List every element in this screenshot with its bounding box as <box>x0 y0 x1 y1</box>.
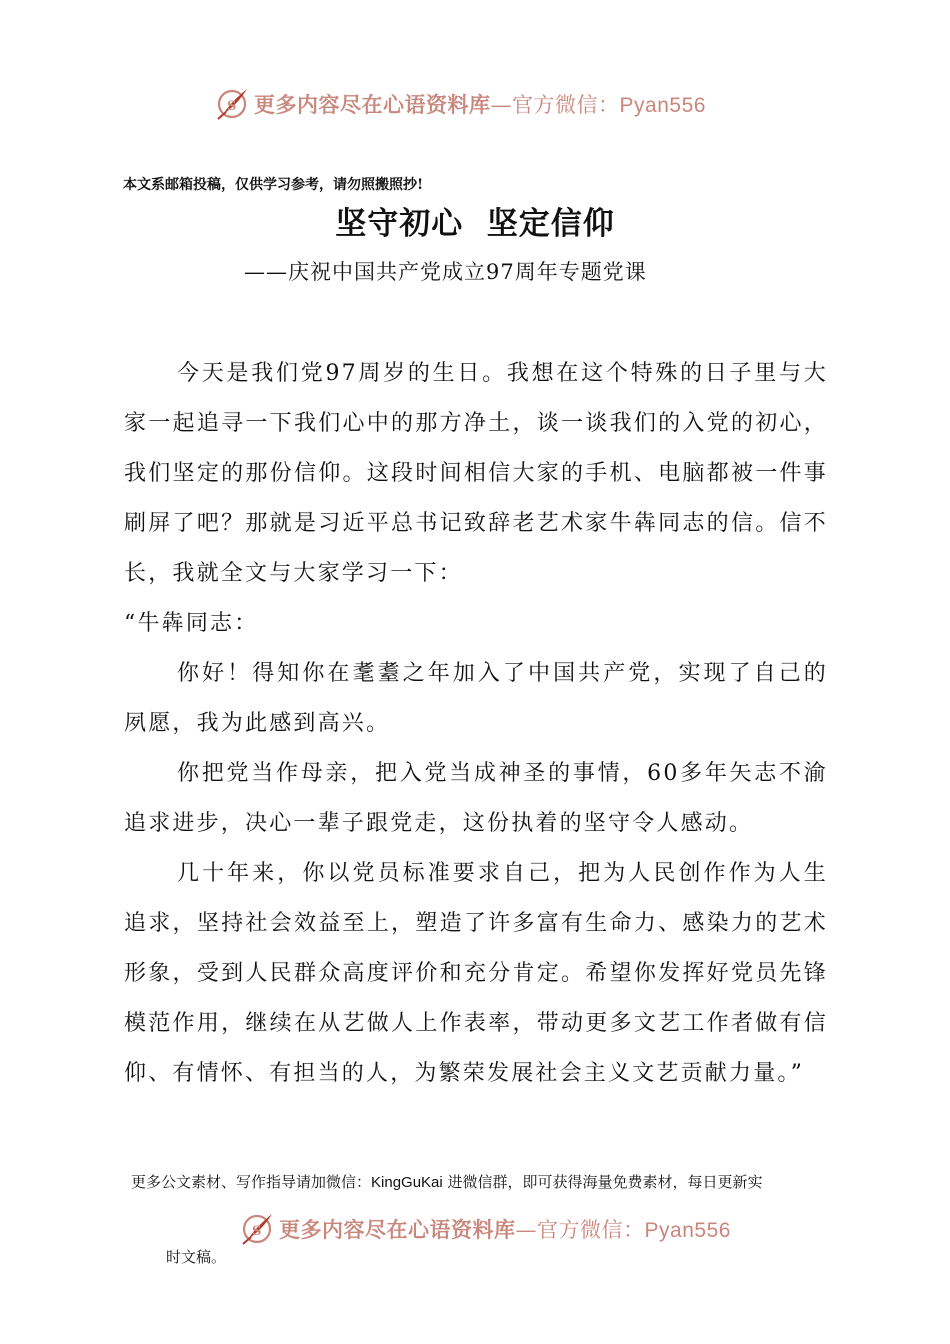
article-body <box>124 349 828 1099</box>
watermark-text <box>254 89 706 119</box>
letter-paragraph-2: 你把党当作母亲，把入党当成神圣的事情，60多年矢志不渝追求进步，决心一辈子跟党走，这份执着的坚守令人感动。 <box>124 761 828 836</box>
letter-paragraph-3: 几十年来，你以党员标准要求自己，把为人民创作作为人生追求，坚持社会效益至上，塑造了许多富有生命力、感染力的艺术形象，受到人民群众高度评价和充分肯定。希望你发挥好党员先锋模范作用，继续在从艺做人上作表率，带动更多文艺工作者做有信仰、有情怀、有担当的人，为繁荣发展社会主义文艺贡献力量。” <box>124 861 828 1086</box>
watermark-site-name: 更多内容尽在心语资料库 <box>279 1217 516 1242</box>
svg-text:S: S <box>227 99 237 114</box>
footer-wechat-id: KingGuKai <box>371 1174 443 1191</box>
submission-notice: 本文系邮箱投稿，仅供学习参考，请勿照搬照抄! <box>123 177 424 193</box>
footer-watermark <box>10 1207 950 1251</box>
watermark-dash: — <box>515 1218 538 1242</box>
page-title: 坚守初心 坚定信仰 <box>335 206 615 242</box>
watermark-text <box>279 1214 731 1244</box>
footer-note <box>131 1170 831 1195</box>
letter-paragraph-1: 你好！得知你在耄耋之年加入了中国共产党，实现了自己的夙愿，我为此感到高兴。 <box>124 661 828 736</box>
quill-logo-icon <box>239 1211 275 1247</box>
quill-logo-icon <box>214 86 250 122</box>
footer-suffix: 进微信群，即可获得海量免费素材，每日更新实 <box>442 1173 763 1191</box>
footer-note-continued: 时文稿。 <box>166 1248 227 1266</box>
letter-salutation: “牛犇同志： <box>124 611 259 636</box>
footer-prefix: 更多公文素材、写作指导请加微信： <box>131 1173 372 1191</box>
watermark-wechat-label: 官方微信： <box>537 1218 645 1242</box>
paragraph-intro: 今天是我们党97周岁的生日。我想在这个特殊的日子里与大家一起追寻一下我们心中的那方净土，谈一谈我们的入党的初心，我们坚定的那份信仰。这段时间相信大家的手机、电脑都被一件事刷屏了吧？那就是习近平总书记致辞老艺术家牛犇同志的信。信不长，我就全文与大家学习一下： <box>124 361 828 586</box>
watermark-site-name: 更多内容尽在心语资料库 <box>254 92 491 117</box>
page-subtitle: ——庆祝中国共产党成立97周年专题党课 <box>244 260 647 284</box>
svg-text:S: S <box>252 1224 262 1239</box>
header-watermark <box>0 82 935 126</box>
watermark-wechat-label: 官方微信： <box>512 93 620 117</box>
watermark-wechat-id: Pyan556 <box>619 94 706 117</box>
watermark-dash: — <box>490 93 513 117</box>
watermark-wechat-id: Pyan556 <box>644 1219 731 1242</box>
